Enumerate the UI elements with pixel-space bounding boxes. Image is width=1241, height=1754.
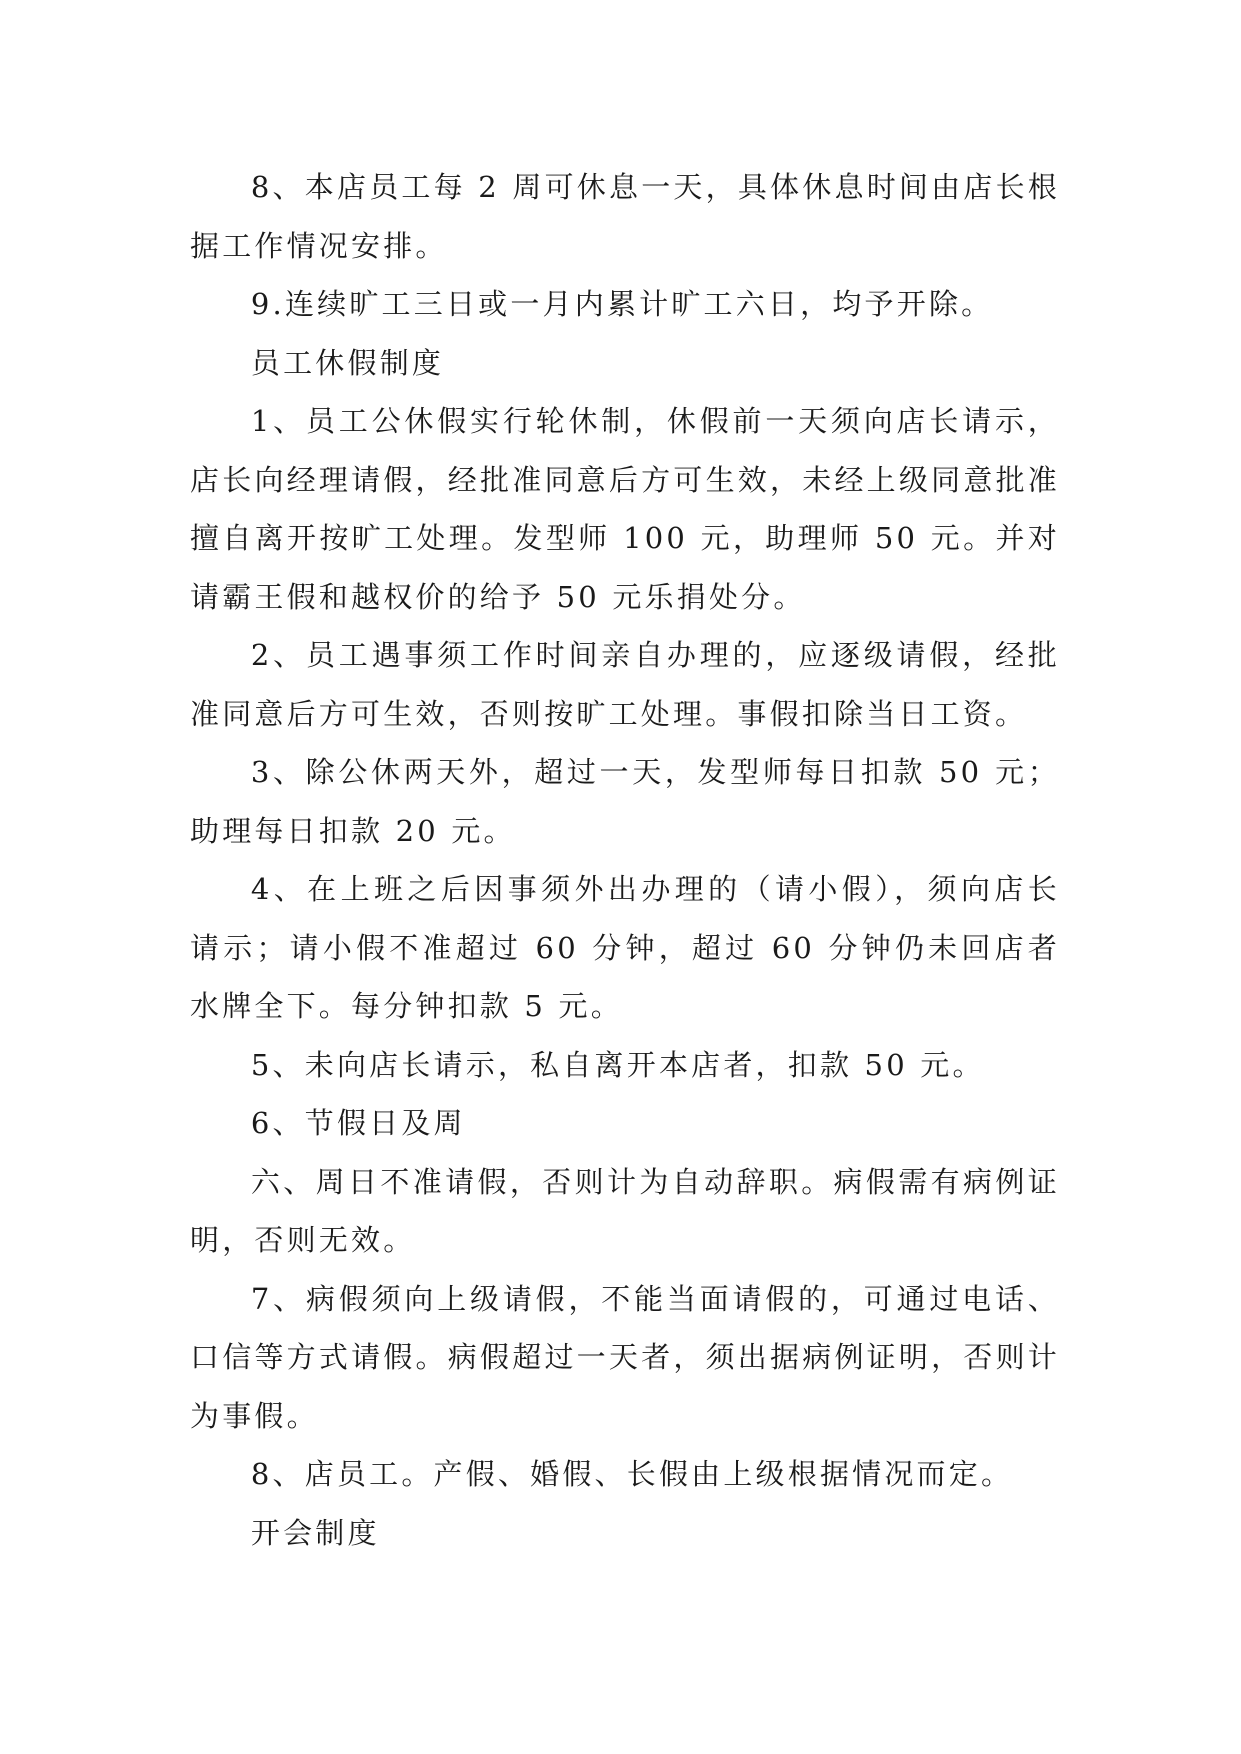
paragraph-leave-4: 4、在上班之后因事须外出办理的（请小假），须向店长请示；请小假不准超过 60 分钟，超过 60 分钟仍未回店者水牌全下。每分钟扣款 5 元。 <box>190 872 1060 1023</box>
paragraph-leave-3: 3、除公休两天外，超过一天，发型师每日扣款 50 元；助理每日扣款 20 元。 <box>190 755 1060 848</box>
paragraph-leave-2: 2、员工遇事须工作时间亲自办理的，应逐级请假，经批准同意后方可生效，否则按旷工处理。事假扣除当日工资。 <box>190 638 1060 731</box>
paragraph-leave-1: 1、员工公休假实行轮休制，休假前一天须向店长请示，店长向经理请假，经批准同意后方可生效，未经上级同意批准擅自离开按旷工处理。发型师 100 元，助理师 50 元。并对请霸王假和越权价的给予 50 元乐捐处分。 <box>190 404 1060 614</box>
paragraph-leave-6-continued: 六、周日不准请假，否则计为自动辞职。病假需有病例证明，否则无效。 <box>190 1164 1060 1257</box>
document-body <box>190 158 1060 1562</box>
paragraph-leave-6: 6、节假日及周 <box>250 1106 466 1140</box>
paragraph-absence-dismissal: 9.连续旷工三日或一月内累计旷工六日，均予开除。 <box>250 287 994 321</box>
paragraph-leave-7: 7、病假须向上级请假，不能当面请假的，可通过电话、口信等方式请假。病假超过一天者，须出据病例证明，否则计为事假。 <box>190 1281 1060 1433</box>
section-heading-leave-policy: 员工休假制度 <box>250 345 445 380</box>
section-heading-meeting-policy: 开会制度 <box>250 1515 380 1550</box>
paragraph-leave-8: 8、店员工。产假、婚假、长假由上级根据情况而定。 <box>250 1457 1014 1491</box>
paragraph-rest-days: 8、本店员工每 2 周可休息一天，具体休息时间由店长根据工作情况安排。 <box>190 170 1060 263</box>
paragraph-leave-5: 5、未向店长请示，私自离开本店者，扣款 50 元。 <box>250 1047 985 1082</box>
